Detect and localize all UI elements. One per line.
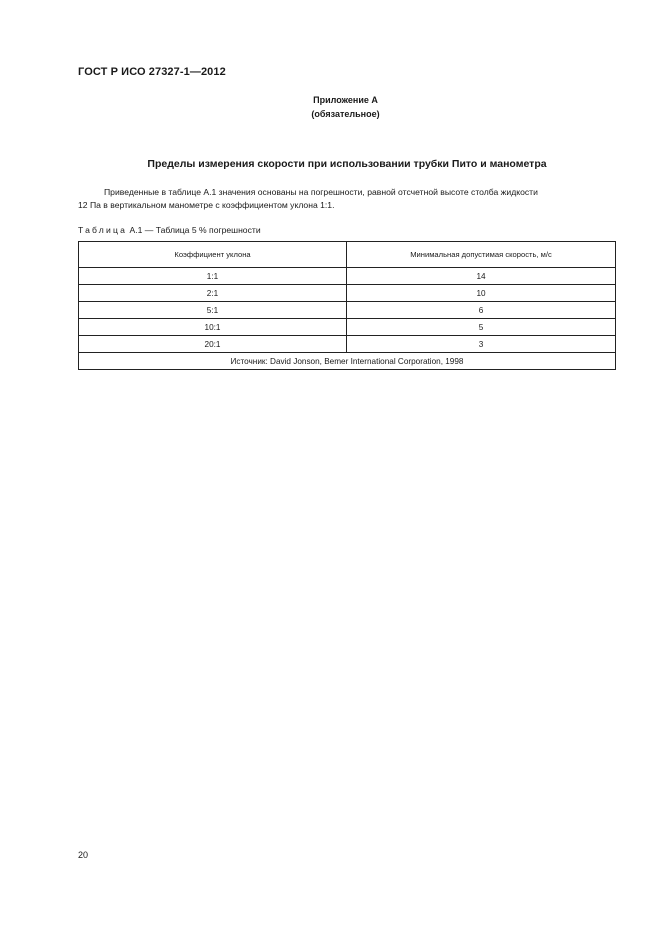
cell-velocity: 5 (347, 319, 616, 336)
table-row (79, 302, 616, 319)
table-caption-text: А.1 — Таблица 5 % погрешности (127, 225, 261, 235)
table-source: Источник: David Jonson, Bemer International Corporation, 1998 (79, 353, 616, 370)
table-row (79, 319, 616, 336)
annex-title: Приложение А (313, 95, 378, 105)
intro-paragraph (78, 186, 618, 212)
table-caption (78, 225, 261, 235)
table-source-row (79, 353, 616, 370)
paragraph-line-2: 12 Па в вертикальном манометре с коэффициентом уклона 1:1. (78, 200, 335, 210)
cell-slope: 10:1 (79, 319, 347, 336)
header-slope-coefficient: Коэффициент уклона (79, 242, 347, 268)
cell-velocity: 10 (347, 285, 616, 302)
paragraph-line-1: Приведенные в таблице А.1 значения основаны на погрешности, равной отсчетной высоте столба жидкости (104, 187, 538, 197)
cell-slope: 2:1 (79, 285, 347, 302)
cell-velocity: 6 (347, 302, 616, 319)
table-caption-label: Таблица (78, 225, 128, 235)
table-row (79, 336, 616, 353)
cell-slope: 5:1 (79, 302, 347, 319)
tolerance-table (78, 241, 616, 370)
document-header: ГОСТ Р ИСО 27327-1—2012 (78, 66, 226, 78)
annex-status: (обязательное) (311, 109, 380, 119)
cell-slope: 20:1 (79, 336, 347, 353)
section-title: Пределы измерения скорости при использовании трубки Пито и манометра (147, 158, 547, 170)
page-number: 20 (78, 850, 89, 860)
cell-velocity: 14 (347, 268, 616, 285)
table-header-row (79, 242, 616, 268)
table-row (79, 285, 616, 302)
table-row (79, 268, 616, 285)
cell-velocity: 3 (347, 336, 616, 353)
cell-slope: 1:1 (79, 268, 347, 285)
header-min-velocity: Минимальная допустимая скорость, м/с (347, 242, 616, 268)
